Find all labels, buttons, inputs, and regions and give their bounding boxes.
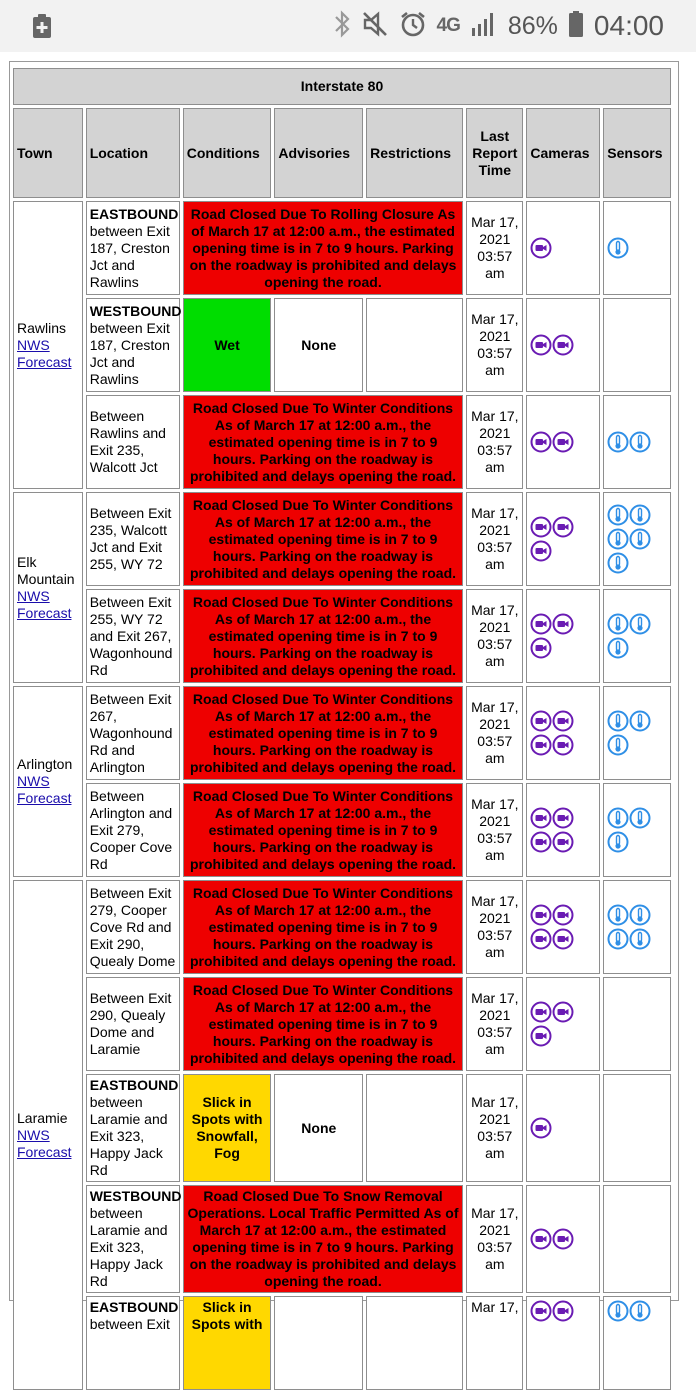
nws-forecast-link[interactable]: NWS Forecast (17, 1126, 72, 1160)
cameras-cell[interactable] (526, 880, 600, 974)
location-cell: Between Exit 235, Walcott Jct and Exit 255, WY 72 (86, 492, 180, 586)
signal-icon (470, 10, 498, 43)
sensors-cell[interactable] (603, 589, 671, 683)
condition-cell: Road Closed Due To Winter Conditions As of March 17 at 12:00 a.m., the estimated opening time is in 7 to 9 hours. Parking on the roadway is prohibited and delays opening the road. (183, 492, 464, 586)
header-advisories: Advisories (274, 108, 363, 198)
header-restrictions: Restrictions (366, 108, 463, 198)
direction-label: EASTBOUND (89, 205, 179, 222)
camera-icon[interactable] (530, 1300, 552, 1322)
location-cell: Between Exit 255, WY 72 and Exit 267, Wagonhound Rd (86, 589, 180, 683)
report-time: Mar 17, 2021 03:57 am (466, 783, 523, 877)
camera-icon[interactable] (530, 516, 552, 538)
cameras-cell[interactable] (526, 686, 600, 780)
camera-icon[interactable] (552, 928, 574, 950)
thermometer-sensor-icon[interactable] (607, 710, 629, 732)
camera-icon[interactable] (530, 734, 552, 756)
camera-icon[interactable] (530, 831, 552, 853)
sensors-cell[interactable] (603, 395, 671, 489)
table-row (13, 492, 671, 586)
table-row (13, 589, 671, 683)
thermometer-sensor-icon[interactable] (607, 613, 629, 635)
report-time: Mar 17, 2021 03:57 am (466, 298, 523, 392)
direction-label: EASTBOUND (89, 1077, 179, 1093)
network-type: 4G (436, 15, 460, 36)
sensors-cell[interactable] (603, 492, 671, 586)
camera-icon[interactable] (530, 904, 552, 926)
table-row (13, 298, 671, 392)
battery-icon (568, 10, 584, 43)
thermometer-sensor-icon[interactable] (629, 710, 651, 732)
report-time: Mar 17, 2021 03:57 am (466, 589, 523, 683)
sensors-cell (603, 298, 671, 392)
location-cell: Between Rawlins and Exit 235, Walcott Jct (86, 395, 180, 489)
alarm-icon (399, 10, 427, 43)
header-conditions: Conditions (183, 108, 272, 198)
camera-icon[interactable] (552, 807, 574, 829)
sensors-cell[interactable] (603, 880, 671, 974)
sensors-cell[interactable] (603, 201, 671, 295)
table-row (13, 1074, 671, 1182)
cameras-cell[interactable] (526, 589, 600, 683)
sensors-cell[interactable] (603, 1296, 671, 1390)
report-time: Mar 17, 2021 03:57 am (466, 1074, 523, 1182)
advisory-cell: None (274, 1074, 363, 1182)
location-cell: Between Arlington and Exit 279, Cooper Cove Rd (86, 783, 180, 877)
clock-time: 04:00 (593, 10, 664, 41)
thermometer-sensor-icon[interactable] (607, 552, 629, 574)
location-cell: EASTBOUND between Laramie and Exit 323, Happy Jack Rd (86, 1074, 180, 1182)
cameras-cell[interactable] (526, 201, 600, 295)
header-location: Location (86, 108, 180, 198)
sensors-cell[interactable] (603, 783, 671, 877)
road-conditions-page (9, 61, 679, 1332)
location-cell: Between Exit 279, Cooper Cove Rd and Exit 290, Quealy Dome (86, 880, 180, 974)
header-cameras: Cameras (526, 108, 600, 198)
location-cell: Between Exit 267, Wagonhound Rd and Arlington (86, 686, 180, 780)
nws-forecast-link[interactable]: NWS Forecast (17, 336, 72, 370)
mute-icon (361, 10, 389, 43)
cameras-cell[interactable] (526, 298, 600, 392)
camera-icon[interactable] (530, 613, 552, 635)
direction-label: EASTBOUND (89, 1299, 179, 1315)
thermometer-sensor-icon[interactable] (607, 831, 629, 853)
table-row (13, 686, 671, 780)
table-row (13, 201, 671, 295)
condition-cell: Slick in Spots with (183, 1296, 272, 1390)
camera-icon[interactable] (552, 1300, 574, 1322)
camera-icon[interactable] (552, 334, 574, 356)
camera-icon[interactable] (530, 1117, 552, 1139)
camera-icon[interactable] (552, 734, 574, 756)
camera-icon[interactable] (530, 637, 552, 659)
battery-percent: 86% (507, 11, 558, 40)
town-cell-elk-mountain (13, 492, 83, 683)
condition-cell: Road Closed Due To Rolling Closure As of March 17 at 12:00 a.m., the estimated opening time is in 7 to 9 hours. Parking on the roadway is prohibited and delays opening the road. (183, 201, 464, 295)
cameras-cell[interactable] (526, 1185, 600, 1293)
town-name: Arlington (17, 756, 73, 772)
thermometer-sensor-icon[interactable] (607, 734, 629, 756)
thermometer-sensor-icon[interactable] (607, 637, 629, 659)
restriction-cell (366, 1296, 463, 1390)
camera-icon[interactable] (530, 1025, 552, 1047)
table-row (13, 395, 671, 489)
thermometer-sensor-icon[interactable] (607, 528, 629, 550)
advisory-cell (274, 1296, 363, 1390)
town-cell-laramie (13, 880, 83, 1390)
town-name: Laramie (17, 1109, 68, 1126)
header-last-report-time: Last Report Time (466, 108, 523, 198)
bluetooth-icon (333, 10, 351, 43)
thermometer-sensor-icon[interactable] (607, 904, 629, 926)
table-row (13, 880, 671, 974)
thermometer-sensor-icon[interactable] (607, 1300, 629, 1322)
report-time: Mar 17, 2021 03:57 am (466, 395, 523, 489)
camera-icon[interactable] (530, 431, 552, 453)
town-name: Rawlins (17, 319, 67, 336)
camera-icon[interactable] (552, 710, 574, 732)
thermometer-sensor-icon[interactable] (607, 237, 629, 259)
condition-cell: Road Closed Due To Winter Conditions As of March 17 at 12:00 a.m., the estimated opening time is in 7 to 9 hours. Parking on the roadway is prohibited and delays opening the road. (183, 783, 464, 877)
condition-cell: Road Closed Due To Winter Conditions As of March 17 at 12:00 a.m., the estimated opening time is in 7 to 9 hours. Parking on the roadway is prohibited and delays opening the road. (183, 880, 464, 974)
thermometer-sensor-icon[interactable] (607, 807, 629, 829)
cameras-cell[interactable] (526, 395, 600, 489)
camera-icon[interactable] (530, 1001, 552, 1023)
condition-cell: Road Closed Due To Snow Removal Operations. Local Traffic Permitted As of March 17 at 12:00 a.m., the estimated opening time is in 7 to 9 hours. Parking on the roadway is prohibited and delays opening the road. (183, 1185, 464, 1293)
condition-cell: Slick in Spots with Snowfall, Fog (183, 1074, 272, 1182)
condition-cell: Road Closed Due To Winter Conditions As of March 17 at 12:00 a.m., the estimated opening time is in 7 to 9 hours. Parking on the roadway is prohibited and delays opening the road. (183, 686, 464, 780)
thermometer-sensor-icon[interactable] (629, 807, 651, 829)
direction-label: WESTBOUND (89, 302, 182, 319)
header-sensors: Sensors (603, 108, 671, 198)
sensors-cell[interactable] (603, 686, 671, 780)
thermometer-sensor-icon[interactable] (629, 904, 651, 926)
report-time: Mar 17, 2021 03:57 am (466, 686, 523, 780)
location-cell: EASTBOUND between Exit (86, 1296, 180, 1390)
clipboard-icon (32, 13, 52, 44)
report-time: Mar 17, (466, 1296, 523, 1390)
table-header-row (13, 108, 671, 198)
road-conditions-table (10, 65, 674, 1393)
camera-icon[interactable] (530, 1228, 552, 1250)
location-cell: EASTBOUND between Exit 187, Creston Jct and Rawlins (86, 201, 180, 295)
town-cell-rawlins (13, 201, 83, 489)
camera-icon[interactable] (530, 540, 552, 562)
camera-icon[interactable] (552, 1001, 574, 1023)
nws-forecast-link[interactable]: NWS Forecast (17, 773, 72, 806)
thermometer-sensor-icon[interactable] (629, 928, 651, 950)
table-row (13, 783, 671, 877)
condition-cell: Road Closed Due To Winter Conditions As of March 17 at 12:00 a.m., the estimated opening time is in 7 to 9 hours. Parking on the roadway is prohibited and delays opening the road. (183, 395, 464, 489)
location-cell: WESTBOUND between Exit 187, Creston Jct and Rawlins (86, 298, 180, 392)
restriction-cell (366, 298, 463, 392)
table-row (13, 1296, 671, 1390)
camera-icon[interactable] (552, 431, 574, 453)
condition-cell: Wet (183, 298, 272, 392)
camera-icon[interactable] (552, 516, 574, 538)
sensors-cell (603, 1185, 671, 1293)
camera-icon[interactable] (530, 928, 552, 950)
report-time: Mar 17, 2021 03:57 am (466, 977, 523, 1071)
status-bar (0, 0, 696, 52)
thermometer-sensor-icon[interactable] (629, 1300, 651, 1322)
camera-icon[interactable] (552, 613, 574, 635)
location-cell: WESTBOUND between Laramie and Exit 323, Happy Jack Rd (86, 1185, 180, 1293)
sensors-cell (603, 977, 671, 1071)
table-row (13, 977, 671, 1071)
direction-label: WESTBOUND (89, 1188, 182, 1204)
town-cell-arlington (13, 686, 83, 877)
cameras-cell[interactable] (526, 783, 600, 877)
header-town: Town (13, 108, 83, 198)
nws-forecast-link[interactable]: NWS Forecast (17, 587, 72, 621)
thermometer-sensor-icon[interactable] (629, 431, 651, 453)
camera-icon[interactable] (530, 807, 552, 829)
camera-icon[interactable] (530, 237, 552, 259)
report-time: Mar 17, 2021 03:57 am (466, 1185, 523, 1293)
advisory-cell: None (274, 298, 363, 392)
town-name: Elk Mountain (17, 553, 75, 587)
camera-icon[interactable] (530, 334, 552, 356)
thermometer-sensor-icon[interactable] (607, 504, 629, 526)
camera-icon[interactable] (552, 1228, 574, 1250)
camera-icon[interactable] (552, 831, 574, 853)
thermometer-sensor-icon[interactable] (607, 431, 629, 453)
sensors-cell (603, 1074, 671, 1182)
cameras-cell[interactable] (526, 492, 600, 586)
cameras-cell[interactable] (526, 977, 600, 1071)
thermometer-sensor-icon[interactable] (629, 528, 651, 550)
report-time: Mar 17, 2021 03:57 am (466, 201, 523, 295)
table-title: Interstate 80 (13, 68, 671, 105)
location-cell: Between Exit 290, Quealy Dome and Laramie (86, 977, 180, 1071)
thermometer-sensor-icon[interactable] (607, 928, 629, 950)
camera-icon[interactable] (530, 710, 552, 732)
report-time: Mar 17, 2021 03:57 am (466, 880, 523, 974)
condition-cell: Road Closed Due To Winter Conditions As of March 17 at 12:00 a.m., the estimated opening time is in 7 to 9 hours. Parking on the roadway is prohibited and delays opening the road. (183, 589, 464, 683)
cameras-cell[interactable] (526, 1074, 600, 1182)
cameras-cell[interactable] (526, 1296, 600, 1390)
thermometer-sensor-icon[interactable] (629, 613, 651, 635)
report-time: Mar 17, 2021 03:57 am (466, 492, 523, 586)
camera-icon[interactable] (552, 904, 574, 926)
thermometer-sensor-icon[interactable] (629, 504, 651, 526)
restriction-cell (366, 1074, 463, 1182)
condition-cell: Road Closed Due To Winter Conditions As of March 17 at 12:00 a.m., the estimated opening time is in 7 to 9 hours. Parking on the roadway is prohibited and delays opening the road. (183, 977, 464, 1071)
table-row (13, 1185, 671, 1293)
